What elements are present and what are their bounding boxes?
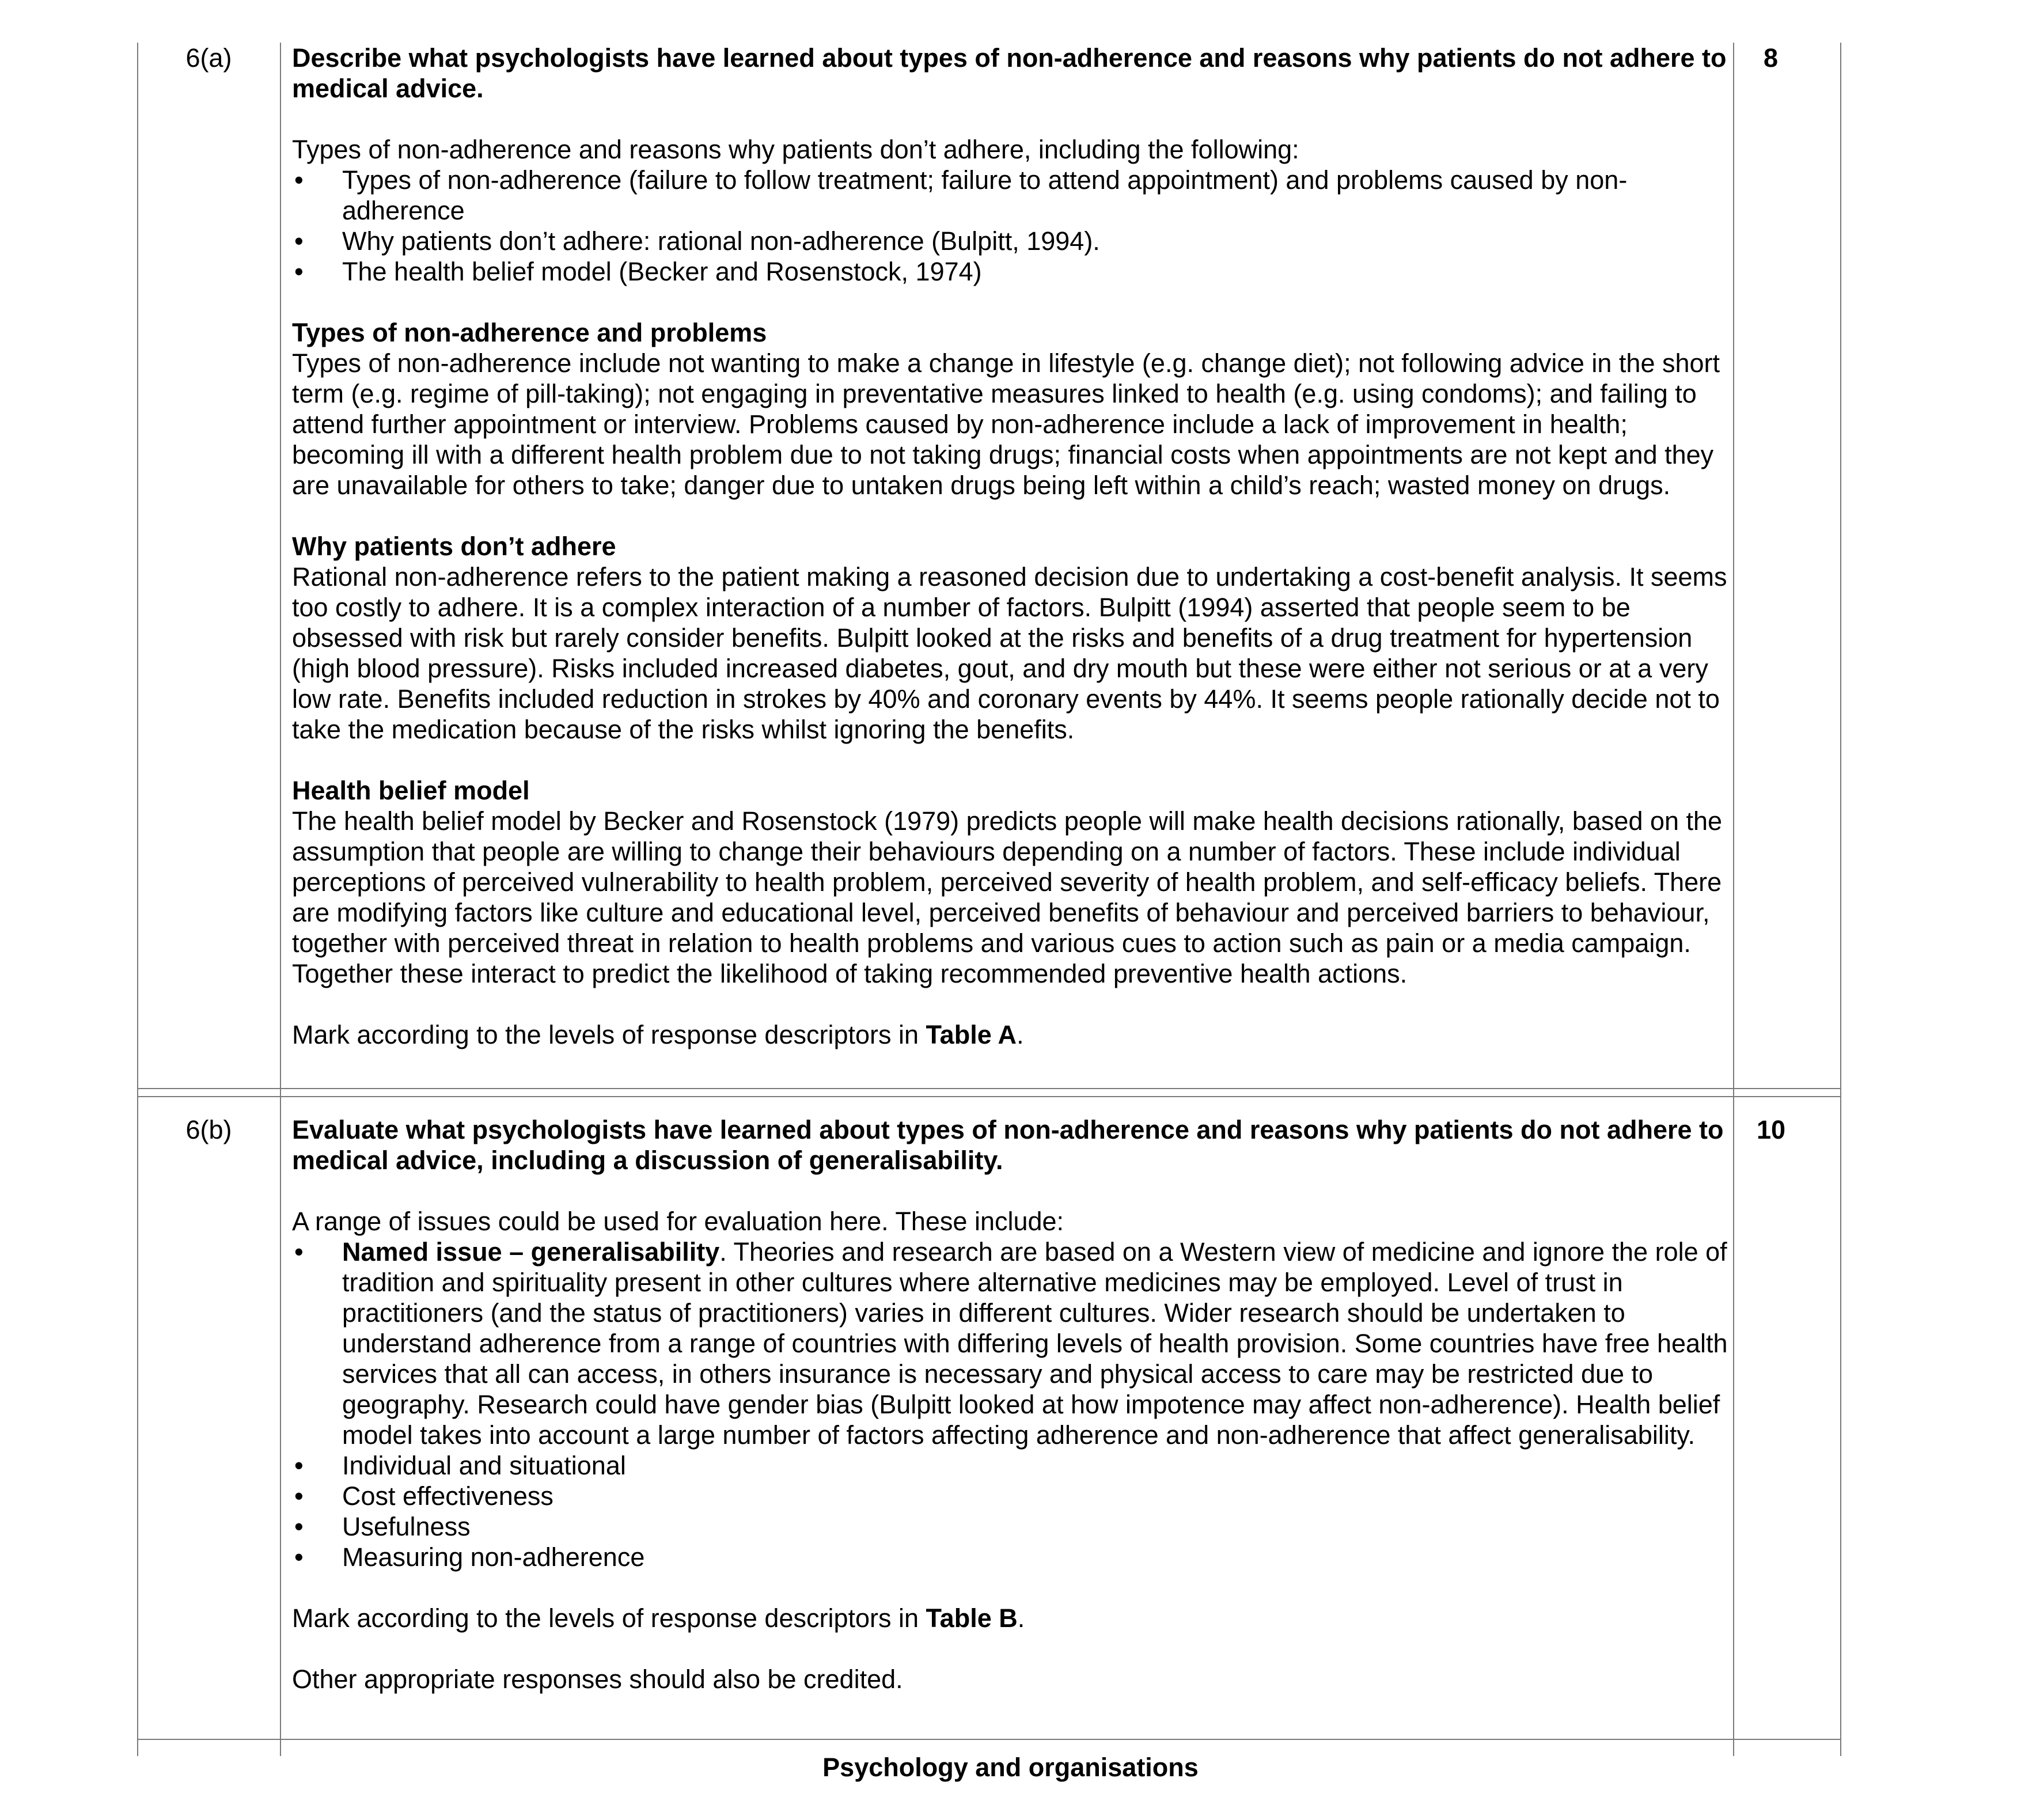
mark-instruction: Mark according to the levels of response descriptors in Table A. [292,1020,1024,1049]
mark-instruction: Mark according to the levels of response descriptors in Table B. [292,1603,1025,1633]
list-item [292,165,1743,226]
marks-value: 8 [1764,43,1779,73]
table-reference: Table B [926,1603,1018,1633]
answer-content-6b [292,1114,1743,1694]
bullet-icon: • [294,1542,304,1572]
table-border-bottom [137,1739,1841,1740]
list-item [292,256,1743,287]
section-heading: Why patients don’t adhere [292,532,616,561]
table-divider-question [280,43,281,1756]
table-border-left [137,43,138,1756]
list-item [292,1542,1743,1572]
question-number: 6(b) [185,1115,232,1144]
question-text: Describe what psychologists have learned about types of non-adherence and reasons why patients do not adhere to medical advice. [292,43,1727,103]
table-border-right [1840,43,1841,1756]
list-item-text: Measuring non-adherence [342,1542,645,1572]
list-item-text: The health belief model (Becker and Rosenstock, 1974) [342,257,982,286]
section-heading: Health belief model [292,776,530,805]
list-item-text: Cost effectiveness [342,1481,553,1511]
answer-intro: Types of non-adherence and reasons why patients don’t adhere, including the following: [292,135,1299,164]
list-item [292,1481,1743,1511]
closing-note: Other appropriate responses should also be credited. [292,1664,903,1694]
answer-content-6a [292,43,1743,1050]
list-item-text: Why patients don’t adhere: rational non-adherence (Bulpitt, 1994). [342,226,1100,256]
list-item-text: Types of non-adherence (failure to follow treatment; failure to attend appointment) and problems caused by non-adherence [342,165,1628,225]
list-item [292,226,1743,256]
section-body: Rational non-adherence refers to the patient making a reasoned decision due to undertaking a cost-benefit analysis. It seems too costly to adhere. It is a complex interaction of a number of factors. Bulpitt (1994) asserted that people seem to be obsessed with risk but rarely consider benefits. Bulpitt looked at the risks and benefits of a drug treatment for hypertension (high blood pressure). Risks included increased diabetes, gout, and dry mouth but these were either not serious or at a very low rate. Benefits included reduction in strokes by 40% and coronary events by 44%. It seems people rationally decide not to take the medication because of the risks whilst ignoring the benefits. [292,562,1727,744]
row-separator-bottom [137,1096,1841,1097]
bullet-icon: • [294,165,304,195]
bullet-icon: • [294,1237,304,1267]
list-item-text: . Theories and research are based on a Western view of medicine and ignore the role of tradition and spirituality present in other cultures where alternative medicines may be employed. Level of trust in practitioners (and the status of practitioners) varies in different cultures. Wider research should be undertaken to understand adherence from a range of countries with differing levels of health provision. Some countries have free health services that all can access, in others insurance is necessary and physical access to care may be restricted due to geography. Research could have gender bias (Bulpitt looked at how impotence may affect non-adherence). Health belief model takes into account a large number of factors affecting adherence and non-adherence that affect generalisability. [342,1237,1728,1450]
list-item [292,1450,1743,1481]
answer-intro: A range of issues could be used for evaluation here. These include: [292,1207,1064,1236]
section-heading: Types of non-adherence and problems [292,318,767,347]
section-body: Types of non-adherence include not wanting to make a change in lifestyle (e.g. change diet); not following advice in the short term (e.g. regime of pill-taking); not engaging in preventative measures linked to health (e.g. using condoms); and failing to attend further appointment or interview. Problems caused by non-adherence include a lack of improvement in health; becoming ill with a different health problem due to not taking drugs; financial costs when appointments are not kept and they are unavailable for others to take; danger due to untaken drugs being left within a child’s reach; wasted money on drugs. [292,348,1720,500]
bullet-list [292,1237,1743,1572]
bullet-icon: • [294,1512,304,1541]
bullet-icon: • [294,1451,304,1480]
bullet-list [292,165,1743,287]
table-reference: Table A [926,1020,1017,1049]
question-text: Evaluate what psychologists have learned about types of non-adherence and reasons why patients do not adhere to medical advice, including a discussion of generalisability. [292,1115,1724,1175]
section-title: Psychology and organisations [822,1753,1199,1782]
marks-value: 10 [1757,1115,1786,1144]
list-item-text: Usefulness [342,1512,471,1541]
bullet-icon: • [294,257,304,286]
named-issue-label: Named issue – generalisability [342,1237,720,1267]
list-item [292,1511,1743,1542]
bullet-icon: • [294,226,304,256]
list-item [292,1237,1743,1450]
row-separator-top [137,1088,1841,1089]
bullet-icon: • [294,1481,304,1511]
list-item-text: Individual and situational [342,1451,626,1480]
section-body: The health belief model by Becker and Rosenstock (1979) predicts people will make health decisions rationally, based on the assumption that people are willing to change their behaviours depending on a number of factors. These include individual perceptions of perceived vulnerability to health problem, perceived severity of health problem, and self-efficacy beliefs. There are modifying factors like culture and educational level, perceived benefits of behaviour and perceived barriers to behaviour, together with perceived threat in relation to health problems and various cues to action such as pain or a media campaign. Together these interact to predict the likelihood of taking recommended preventive health actions. [292,806,1723,988]
question-number: 6(a) [185,43,232,73]
